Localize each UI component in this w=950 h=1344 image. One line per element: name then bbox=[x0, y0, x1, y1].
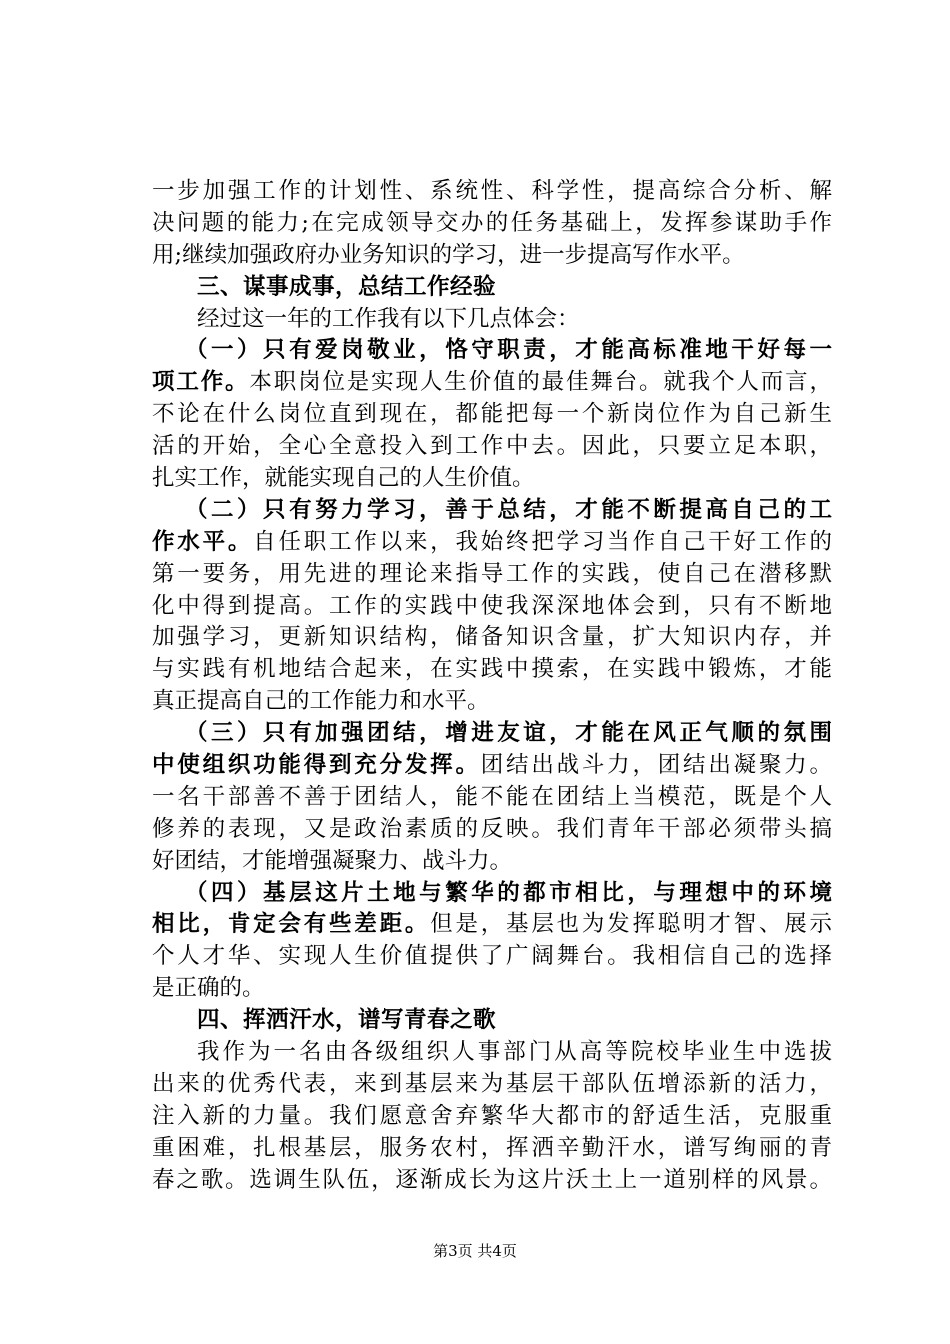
text-line: 不论在什么岗位直到现在，都能把每一个新岗位作为自己新生 bbox=[152, 401, 832, 428]
body-text bbox=[152, 176, 832, 1197]
subheading: 项工作。 bbox=[152, 369, 250, 396]
section-heading: 三、谋事成事，总结工作经验 bbox=[197, 273, 497, 300]
text: 但是，基层也为发挥聪明才智、展示 bbox=[430, 911, 832, 938]
text-line: 春之歌。选调生队伍，逐渐成长为这片沃土上一道别样的风景。 bbox=[152, 1166, 832, 1193]
text: 自任职工作以来，我始终把学习当作自己干好工作的 bbox=[253, 528, 832, 555]
subheading-line bbox=[152, 878, 832, 910]
text-line bbox=[152, 527, 832, 559]
text-line: 我作为一名由各级组织人事部门从高等院校毕业生中选拔 bbox=[197, 1039, 832, 1066]
subheading: （二）只有努力学习，善于总结，才能不断提高自己的工 bbox=[185, 496, 832, 523]
text-line: 出来的优秀代表，来到基层来为基层干部队伍增添新的活力， bbox=[152, 1070, 832, 1097]
subheading: （三）只有加强团结，增进友谊，才能在风正气顺的氛围 bbox=[185, 720, 832, 747]
page-footer: 第3页 共4页 bbox=[433, 1242, 517, 1260]
text-line: 决问题的能力;在完成领导交办的任务基础上，发挥参谋助手作 bbox=[152, 209, 832, 236]
subheading-line bbox=[152, 718, 832, 750]
text-line: 经过这一年的工作我有以下几点体会： bbox=[197, 305, 580, 332]
text-line: 扎实工作，就能实现自己的人生价值。 bbox=[152, 465, 535, 492]
text-line bbox=[152, 750, 832, 782]
text-line: 真正提高自己的工作能力和水平。 bbox=[152, 688, 490, 715]
subheading: 作水平。 bbox=[152, 528, 254, 555]
text-line bbox=[152, 909, 832, 941]
text-line: 一名干部善不善于团结人，能不能在团结上当模范，既是个人 bbox=[152, 783, 832, 810]
text-line: 活的开始，全心全意投入到工作中去。因此，只要立足本职， bbox=[152, 433, 832, 460]
text-line: 个人才华、实现人生价值提供了广阔舞台。我相信自己的选择 bbox=[152, 943, 832, 970]
text-line: 用;继续加强政府办业务知识的学习，进一步提高写作水平。 bbox=[152, 241, 745, 268]
text-line: 重困难，扎根基层，服务农村，挥洒辛勤汗水，谱写绚丽的青 bbox=[152, 1134, 832, 1161]
text-line: 一步加强工作的计划性、系统性、科学性，提高综合分析、解 bbox=[152, 178, 832, 204]
text-line: 注入新的力量。我们愿意舍弃繁华大都市的舒适生活，克服重 bbox=[152, 1102, 832, 1129]
subheading: 相比，肯定会有些差距。 bbox=[152, 911, 431, 938]
text-line: 修养的表现，又是政治素质的反映。我们青年干部必须带头搞 bbox=[152, 815, 832, 842]
subheading-line bbox=[152, 335, 832, 367]
subheading-line bbox=[152, 495, 832, 527]
text-line: 好团结，才能增强凝聚力、战斗力。 bbox=[152, 847, 513, 874]
subheading: （四）基层这片土地与繁华的都市相比，与理想中的环境 bbox=[185, 879, 832, 906]
text-line: 加强学习，更新知识结构，储备知识含量，扩大知识内存，并 bbox=[152, 624, 832, 651]
text-line: 与实践有机地结合起来，在实践中摸索，在实践中锻炼，才能 bbox=[152, 656, 832, 683]
section-heading: 四、挥洒汗水，谱写青春之歌 bbox=[197, 1007, 497, 1034]
text: 本职岗位是实现人生价值的最佳舞台。就我个人而言， bbox=[249, 369, 832, 396]
text-line: 是正确的。 bbox=[152, 975, 265, 1002]
text: 团结出战斗力，团结出凝聚力。 bbox=[480, 752, 832, 779]
text-line bbox=[152, 367, 832, 399]
subheading: 中使组织功能得到充分发挥。 bbox=[152, 752, 481, 779]
subheading: （一）只有爱岗敬业，恪守职责，才能高标准地干好每一 bbox=[185, 337, 832, 364]
text-line: 化中得到提高。工作的实践中使我深深地体会到，只有不断地 bbox=[152, 592, 832, 619]
text-line: 第一要务，用先进的理论来指导工作的实践，使自己在潜移默 bbox=[152, 560, 832, 587]
